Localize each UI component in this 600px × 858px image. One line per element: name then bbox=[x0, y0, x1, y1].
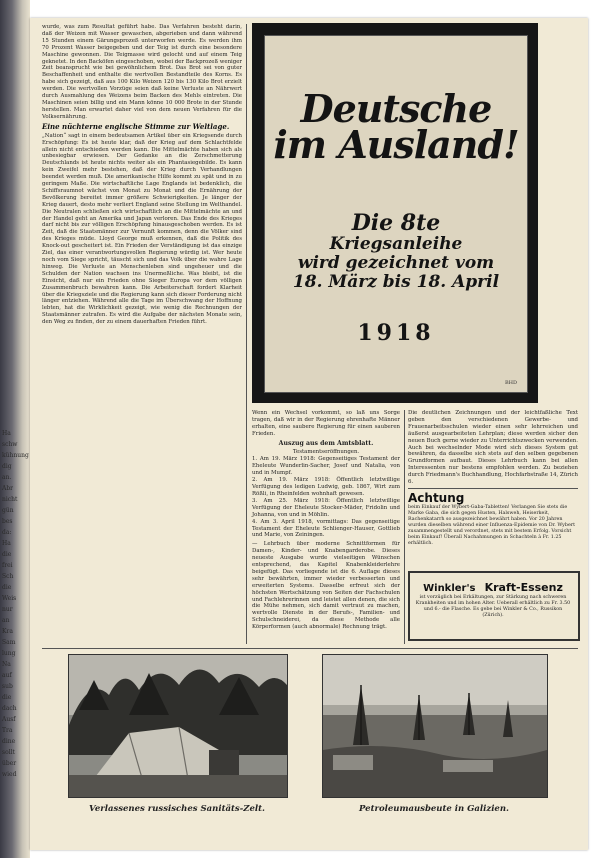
right-photo-caption: Petroleumausbeute in Galizien. bbox=[359, 804, 509, 814]
poster-sub-line-3: wird gezeichnet vom bbox=[297, 253, 495, 273]
testament-entry: 4. Am 3. April 1918, vormittags: Das gegenseitige Testament der Eheleute Schlienger-Hauser, Gottlieb und Marie, von Zeiningen. bbox=[252, 518, 400, 539]
edge-snippet: Tra bbox=[2, 727, 13, 734]
winkler-product: Kraft-Essenz bbox=[484, 581, 563, 594]
war-loan-poster bbox=[252, 23, 538, 403]
mid-lead-text: Wenn ein Wechsel vorkommt, so laß uns Sorge tragen, daß wir in der Regierung ehrenhafte Männer erhalten, eine saubere Regierung für einen sauberen Frieden. bbox=[252, 410, 400, 437]
achtung-text: beim Einkauf der Wybert-Gaba-Tabletten! Verlangen Sie stets die Marke Gaba, die sich gegen Husten, Halsweh, Heiserkeit, Rachenkatarrh so ausgezeichnet bewährt haben. Vor 20 Jahren wurden dieselben während einer Influenza-Epidemie von Dr. Wybert zusammengestellt und verordnet, stets mit bestem Erfolg. Vorsicht beim Einkauf! Überall Nachahmungen in Schachteln à Fr. 1.25 erhältlich. bbox=[408, 505, 576, 546]
edge-snippet: über bbox=[2, 760, 17, 767]
edge-snippet: Ha bbox=[2, 540, 11, 547]
article-body: „Nation“ sagt in einem bedeutsamen Artikel über ein Kriegsende durch Erschöpfung: Es ist heute klar, daß der Krieg auf dem Schlachtfelde allein nicht entschieden werden kann. Die Mittelmächte haben sich als unbesiegbar erwiesen. Der Gedanke an die Zerschmetterung Deutschlands ist heute nichts weiter als ein Phantasiegebilde. Es kann kein Zweifel mehr bestehen, daß der Krieg durch Verhandlungen beendet werden muß. Die amerikanische Hilfe kommt zu spät und in zu geringem Maße. Die wirtschaftliche Lage Englands ist bedenklich, die Schiffsraumnot wächst von Monat zu Monat und die Ernährung der Bevölkerung bereitet immer größere Schwierigkeiten. Je länger der Krieg dauert, desto mehr verliert England seine Stellung im Welthandel. Die Neutralen schließen sich wirtschaftlich an die Mittelmächte an und der Handel geht an Amerika und Japan verloren. Das Ende des Krieges darf nicht bis zur völligen Erschöpfung hinausgeschoben werden. Es ist Zeit, daß die Staatsmänner zur Vernunft kommen, denn die Völker sind des Krieges müde. Lloyd George muß erkennen, daß die Politik des Knock-out gescheitert ist. Ein Frieden der Verständigung ist das einzige Ziel, das einer verantwortungsvollen Regierung würdig ist. Wer heute noch vom Siege spricht, täuscht sich und das Volk über die wahre Lage hinweg. Die Verluste an Menschenleben sind ungeheuer und die Schulden der Nation wachsen ins Unermeßliche. Was bleibt, ist die Einsicht, daß nur ein Frieden ohne Sieger Europa vor dem völligen Zusammenbruch bewahren kann. Die Arbeiterschaft fordert Klarheit über die Kriegsziele und die Regierung kann sich dieser Forderung nicht länger entziehen. Während alle die Tage im Überschwang der Hoffnung lebten, hat die Wirklichkeit gezeigt, wie wenig die Rechnungen der Staatsmänner zutrafen. Es wird die Aufgabe der nächsten Monate sein, den Weg zu finden, der zu einem dauerhaften Frieden führt. bbox=[42, 132, 242, 326]
edge-snippet: an bbox=[2, 617, 10, 624]
edge-snippet: wied bbox=[2, 771, 17, 778]
edge-snippet: dach bbox=[2, 705, 17, 712]
edge-snippet: schw bbox=[2, 441, 18, 448]
testament-entry: 2. Am 19. März 1918: Öffentlich letztwillige Verfügung des ledigen Ludwig, geb. 1867, Wirt zum Rößli, in Rheinfelden wohnhaft gewesen. bbox=[252, 477, 400, 497]
right-column-review bbox=[408, 410, 578, 486]
horizontal-rule bbox=[42, 648, 578, 649]
poster-artist-mark: BHD bbox=[504, 380, 517, 386]
winkler-ad bbox=[408, 571, 580, 641]
edge-snippet: sollt bbox=[2, 749, 15, 756]
edge-snippet: Kra bbox=[2, 628, 13, 635]
edge-snippet: Abr bbox=[2, 485, 14, 492]
poster-sub-line-2: Kriegsanleihe bbox=[329, 234, 463, 254]
middle-column bbox=[252, 410, 400, 644]
edge-snippet: lung bbox=[2, 650, 16, 657]
amtsblatt-subheading: Testamentseröffnungen. bbox=[292, 448, 360, 455]
poster-title bbox=[265, 86, 527, 167]
testament-entry: 1. Am 19. März 1918: Gegenseitiges Testament der Eheleute Wunderlin-Sacher, Josef und Natalia, von und in Mumpf. bbox=[252, 456, 400, 477]
winkler-text: ist vorzüglich bei Erkältungen, zur Stärkung nach schweren Krankheiten und im hohen Alter. Ueberall erhältlich zu Fr. 3.50 und 6.- die Flasche. Es gebe bei Winkler & Co., Russikon (Zürich). bbox=[415, 595, 571, 618]
column-divider bbox=[246, 24, 247, 644]
edge-snippet: Weis bbox=[2, 595, 17, 602]
tent-scene-image bbox=[69, 655, 287, 797]
achtung-title: Achtung bbox=[408, 491, 465, 505]
edge-snippet: dine bbox=[2, 738, 16, 745]
edge-snippet: Sch bbox=[2, 573, 14, 580]
edge-snippet: auf bbox=[2, 672, 12, 679]
edge-snippet: Na bbox=[2, 661, 11, 668]
edge-snippet: frei bbox=[2, 562, 13, 569]
edge-snippet: die bbox=[2, 584, 12, 591]
right-divider bbox=[408, 488, 578, 489]
edge-snippet: nicht bbox=[2, 496, 18, 503]
left-article bbox=[42, 24, 242, 650]
edge-snippet: Sam bbox=[2, 639, 16, 646]
book-notice: — Lehrbuch über moderne Schnittformen für Damen-, Kinder- und Knabengarderobe. Dieses neueste Ausgabe wurde vielseitigen Wünschen entsprechend, das Kapitel Knabenkleiderlehre beigefügt. Das vorliegende ist die 6. Auflage dieses sehr bewährten, immer wieder verbesserten und erweiterten Systems. Dasselbe erfreut sich der höchsten Wertschätzung von Seiten der Fachschulen und Fachlehrerinnen und leistet allen denen, die sich die Mühe nehmen, sich damit vertraut zu machen, wertvolle Dienste in der Berufs-, Familien- und Schulschneiderei, da diese Methode alle Körperformen (auch abnormale) Rechnung trägt. bbox=[252, 541, 400, 631]
edge-snippet: Ausf bbox=[2, 716, 16, 723]
article-heading: Eine nüchterne englische Stimme zur Weltlage. bbox=[42, 121, 230, 131]
left-photo-caption: Verlassenes russisches Sanitäts-Zelt. bbox=[89, 804, 265, 814]
edge-snippet: die bbox=[2, 551, 12, 558]
winkler-name: Winkler's bbox=[423, 583, 476, 594]
edge-snippet: an. bbox=[2, 474, 12, 481]
edge-snippet: gün bbox=[2, 507, 14, 514]
poster-subtitle bbox=[265, 211, 527, 292]
review-text: Die deutlichen Zeichnungen und der leichtfaßliche Text geben den verschiedenen Gewerbe- und Frauenarbeitsschulen wieder einen sehr lehrreichen und äußerst ausgearbeiteten Lehrplan; diese werden sicher den neuen Buch gerne wieder zu Unterrichtszwecken verwenden. Auch bei wechselnder Mode wird sich dieses System gut bewähren, da dasselbe sich stets auf den selben gegebenen Grundformen aufbaut. Dieses Lehrbuch kann bei allen Interessenten nur bestens empfohlen werden. Zu beziehen durch Friedmann's Buchhandlung, Hochfarbstraße 14, Zürich 6. bbox=[408, 410, 578, 486]
edge-snippet: da: bbox=[2, 529, 12, 536]
poster-sub-line-4: 18. März bis 18. April bbox=[292, 272, 500, 292]
edge-snippet: bes bbox=[2, 518, 13, 525]
edge-snippet: kühnung bbox=[2, 452, 29, 459]
oilfield-scene-image bbox=[323, 655, 547, 797]
edge-snippet: dig bbox=[2, 463, 12, 470]
edge-snippet: sub bbox=[2, 683, 13, 690]
poster-sub-line-1: Die 8te bbox=[351, 210, 441, 236]
poster-title-line-2: im Ausland! bbox=[273, 122, 519, 167]
newspaper-page bbox=[30, 18, 588, 850]
book-spine-edge bbox=[0, 0, 30, 858]
testament-entry: 3. Am 25. März 1918: Öffentlich letztwillige Verfügung der Eheleute Stocker-Mäder, Fridolin und Johanna, von und in Möhlin. bbox=[252, 497, 400, 518]
edge-snippet: die bbox=[2, 694, 12, 701]
edge-snippet: nur bbox=[2, 606, 13, 613]
intro-paragraph: wurde, was zum Resultat geführt habe. Das Verfahren besteht darin, daß der Weizen mit Wasser gewaschen, abgerieben und dann während 15 Stunden einem Gärungsprozeß unterworfen werde. Es werden ihm 70 Prozent Wasser beigegeben und der Teig ist durch eine besondere Maschine gewonnen. Die Teigmasse wird gelocht und auf einem Teig geknetet. In den Backöfen eingeschoben, wobei der Backprozeß weniger Zeit beansprucht wie bei gewöhnlichem Brot. Das Brot sei von guter Beschaffenheit und enthalte die wertvollen Bestandteile des Korns. Es habe sich gezeigt, daß aus 100 Kilo Weizen 120 bis 130 Kilo Brot erzielt werden. Die wertvollen Vorzüge seien daß keine Verluste an Nährwert durch Ausmahlung des Weizens beim Backen des Mehls eintreten. Die Maschinen seien billig und ein Mann könne 10 000 Brote in der Stunde herstellen. Man erwartet daher viel von dem neuen Verfahren für die Volksernährung. bbox=[42, 24, 242, 120]
amtsblatt-heading: Auszug aus dem Amtsblatt. bbox=[278, 439, 374, 447]
photo-petroleum-galizien bbox=[322, 654, 548, 798]
poster-title-line-1: Deutsche bbox=[300, 86, 492, 131]
poster-panel bbox=[264, 35, 528, 393]
column-divider-2 bbox=[404, 410, 405, 644]
testament-list bbox=[252, 456, 400, 539]
photo-sanitaets-zelt bbox=[68, 654, 288, 798]
poster-year: 1918 bbox=[357, 320, 435, 346]
edge-snippet: Ha bbox=[2, 430, 11, 437]
achtung-ad bbox=[408, 491, 578, 567]
